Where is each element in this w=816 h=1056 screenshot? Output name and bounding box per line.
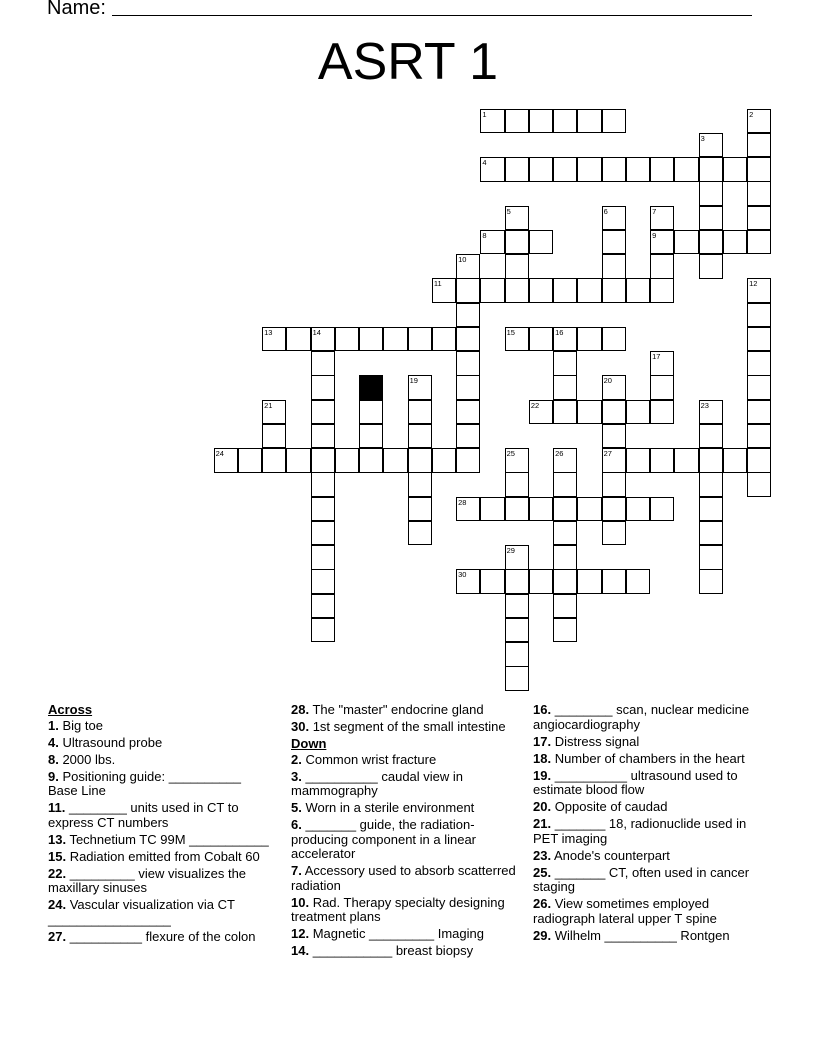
grid-cell[interactable]: [311, 569, 335, 593]
clue-text: Common wrist fracture: [301, 751, 437, 767]
grid-cell[interactable]: [626, 278, 650, 302]
clue-number: 8.: [48, 751, 59, 767]
cell-number: 4: [482, 158, 487, 168]
grid-cell[interactable]: [747, 109, 771, 133]
grid-cell[interactable]: [699, 497, 723, 521]
cell-number: 20: [603, 376, 612, 386]
grid-cell[interactable]: [747, 230, 771, 254]
clue-number: 5.: [291, 800, 302, 816]
clue-text: Positioning guide: __________ Base Line: [48, 768, 241, 799]
grid-cell[interactable]: [674, 230, 698, 254]
grid-cell[interactable]: [602, 497, 626, 521]
clue-text: __________ ultrasound used to estimate blood flow: [533, 767, 738, 798]
grid-cell[interactable]: [650, 375, 674, 399]
grid-cell[interactable]: [650, 206, 674, 230]
clue-text: Anode's counterpart: [551, 847, 670, 863]
grid-cell[interactable]: [650, 351, 674, 375]
grid-cell[interactable]: [456, 400, 480, 424]
grid-cell[interactable]: [408, 521, 432, 545]
grid-cell[interactable]: [311, 545, 335, 569]
cell-number: 26: [555, 449, 564, 459]
clues-column-3: [533, 703, 765, 946]
grid-cell[interactable]: [699, 254, 723, 278]
clue-text: Magnetic _________ Imaging: [309, 926, 484, 942]
grid-cell[interactable]: [480, 497, 504, 521]
grid-cell[interactable]: [577, 400, 601, 424]
grid-cell[interactable]: [650, 157, 674, 181]
grid-cell[interactable]: [699, 545, 723, 569]
clue-number: 4.: [48, 734, 59, 750]
grid-cell[interactable]: [480, 230, 504, 254]
grid-cell[interactable]: [408, 497, 432, 521]
clue-across-9: [48, 770, 273, 799]
clue-down-7: [291, 864, 519, 893]
clue-number: 25.: [533, 864, 552, 880]
grid-cell[interactable]: [214, 448, 238, 472]
clue-text: ________ scan, nuclear medicine angiocardiography: [533, 702, 750, 732]
cell-number: 22: [530, 400, 540, 410]
grid-cell[interactable]: [747, 157, 771, 181]
grid-cell[interactable]: [262, 400, 286, 424]
grid-cell[interactable]: [650, 254, 674, 278]
cell-number: 1: [482, 109, 487, 119]
clue-across-27: [48, 930, 273, 945]
grid-cell[interactable]: [553, 448, 577, 472]
clue-down-17: [533, 735, 765, 750]
grid-cell[interactable]: [553, 157, 577, 181]
clue-number: 16.: [533, 702, 552, 717]
clue-number: 10.: [291, 894, 310, 910]
clue-text: Ultrasound probe: [58, 734, 163, 750]
clue-number: 23.: [533, 847, 552, 863]
clue-text: Rad. Therapy specialty designing treatment plans: [291, 894, 505, 925]
cell-number: 24: [215, 449, 224, 459]
clue-text: Worn in a sterile environment: [301, 800, 475, 816]
clue-down-18: [533, 752, 765, 767]
cell-number: 23: [700, 400, 709, 410]
cell-number: 12: [749, 279, 758, 289]
grid-cell[interactable]: [311, 351, 335, 375]
grid-cell[interactable]: [553, 594, 577, 618]
grid-cell[interactable]: [480, 157, 504, 181]
grid-cell[interactable]: [602, 278, 626, 302]
cell-number: 30: [458, 570, 467, 580]
clue-down-3: [291, 770, 519, 799]
grid-cell[interactable]: [577, 569, 601, 593]
grid-cell[interactable]: [626, 448, 650, 472]
clue-number: 27.: [48, 928, 67, 944]
grid-cell[interactable]: [602, 521, 626, 545]
grid-cell[interactable]: [602, 206, 626, 230]
cell-number: 19: [409, 376, 418, 386]
grid-cell[interactable]: [577, 157, 601, 181]
black-square: [359, 375, 383, 399]
grid-cell[interactable]: [602, 109, 626, 133]
grid-cell[interactable]: [456, 254, 480, 278]
name-label: Name:: [47, 0, 106, 19]
grid-cell[interactable]: [311, 594, 335, 618]
clue-down-12: [291, 927, 519, 942]
grid-cell[interactable]: [505, 448, 529, 472]
clue-number: 12.: [291, 926, 310, 942]
grid-cell[interactable]: [432, 278, 456, 302]
grid-cell[interactable]: [699, 133, 723, 157]
grid-cell[interactable]: [408, 400, 432, 424]
clue-text: _________ view visualizes the maxillary sinuses: [48, 865, 247, 896]
clue-number: 2.: [291, 751, 302, 767]
grid-cell[interactable]: [699, 400, 723, 424]
clue-number: 18.: [533, 750, 552, 766]
clue-text: Opposite of caudad: [551, 799, 668, 815]
clue-across-4: [48, 736, 273, 751]
grid-cell[interactable]: [747, 375, 771, 399]
clue-down-5: [291, 801, 519, 816]
cell-number: 15: [506, 327, 515, 337]
clue-across-11: [48, 801, 273, 830]
clue-across-8: [48, 753, 273, 768]
cell-number: 3: [700, 133, 705, 143]
grid-cell[interactable]: [286, 448, 310, 472]
grid-cell[interactable]: [505, 109, 529, 133]
clue-number: 11.: [48, 800, 66, 816]
grid-cell[interactable]: [553, 618, 577, 642]
grid-cell[interactable]: [456, 424, 480, 448]
clue-number: 29.: [533, 927, 552, 943]
clue-across-13: [48, 833, 273, 848]
grid-cell[interactable]: [650, 497, 674, 521]
grid-cell[interactable]: [626, 400, 650, 424]
grid-cell[interactable]: [747, 424, 771, 448]
down-heading: Down: [291, 735, 327, 751]
grid-cell[interactable]: [311, 400, 335, 424]
grid-cell[interactable]: [699, 521, 723, 545]
clue-number: 22.: [48, 865, 67, 881]
grid-cell[interactable]: [456, 351, 480, 375]
grid-cell[interactable]: [602, 230, 626, 254]
clue-text: Wilhelm __________ Rontgen: [551, 927, 730, 943]
clue-text: Distress signal: [551, 733, 640, 749]
grid-cell[interactable]: [577, 327, 601, 351]
clue-number: 19.: [533, 767, 552, 783]
grid-cell[interactable]: [408, 424, 432, 448]
grid-cell[interactable]: [456, 497, 480, 521]
grid-cell[interactable]: [747, 133, 771, 157]
clue-text: Accessory used to absorb scatterred radiation: [291, 863, 516, 893]
grid-cell[interactable]: [699, 472, 723, 496]
grid-cell[interactable]: [553, 327, 577, 351]
grid-cell[interactable]: [650, 278, 674, 302]
grid-cell[interactable]: [311, 472, 335, 496]
grid-cell[interactable]: [505, 594, 529, 618]
cell-number: 10: [458, 255, 467, 265]
grid-cell[interactable]: [699, 424, 723, 448]
clue-number: 14.: [291, 943, 310, 959]
clue-text: The "master" endocrine gland: [309, 702, 484, 717]
grid-cell[interactable]: [311, 448, 335, 472]
clue-text: ________ units used in CT to express CT numbers: [48, 800, 239, 830]
grid-cell[interactable]: [408, 327, 432, 351]
clue-number: 9.: [48, 768, 59, 784]
grid-cell[interactable]: [505, 497, 529, 521]
grid-cell[interactable]: [505, 642, 529, 666]
grid-cell[interactable]: [286, 327, 310, 351]
grid-cell[interactable]: [456, 375, 480, 399]
grid-cell[interactable]: [529, 109, 553, 133]
grid-cell[interactable]: [674, 157, 698, 181]
grid-cell[interactable]: [723, 157, 747, 181]
grid-cell[interactable]: [529, 157, 553, 181]
clue-down-19: [533, 769, 765, 798]
puzzle-title: ASRT 1: [317, 33, 499, 91]
grid-cell[interactable]: [577, 278, 601, 302]
clue-text: __________ flexure of the colon: [66, 928, 256, 944]
cell-number: 8: [482, 230, 487, 240]
clue-text: 1st segment of the small intestine: [309, 718, 506, 734]
grid-cell[interactable]: [311, 521, 335, 545]
clues-column-1: [48, 703, 273, 947]
grid-cell[interactable]: [747, 206, 771, 230]
grid-cell[interactable]: [626, 157, 650, 181]
grid-cell[interactable]: [699, 157, 723, 181]
clue-number: 13.: [48, 831, 67, 847]
grid-cell[interactable]: [650, 230, 674, 254]
clue-down-21: [533, 817, 765, 846]
grid-cell[interactable]: [359, 400, 383, 424]
cell-number: 16: [555, 327, 564, 337]
clue-text: __________ caudal view in mammography: [291, 768, 464, 799]
grid-cell[interactable]: [553, 375, 577, 399]
clue-text: _______ guide, the radiation-producing component in a linear accelerator: [291, 817, 477, 862]
grid-cell[interactable]: [699, 569, 723, 593]
grid-cell[interactable]: [747, 472, 771, 496]
clue-across-1: [48, 719, 273, 734]
grid-cell[interactable]: [480, 278, 504, 302]
clue-number: 24.: [48, 897, 67, 913]
grid-cell[interactable]: [456, 303, 480, 327]
grid-cell[interactable]: [626, 569, 650, 593]
grid-cell[interactable]: [723, 230, 747, 254]
grid-cell[interactable]: [480, 569, 504, 593]
cell-number: 13: [264, 327, 273, 337]
grid-cell[interactable]: [456, 327, 480, 351]
clue-text: ___________ breast biopsy: [309, 943, 474, 959]
clue-down-20: [533, 800, 765, 815]
clue-text: Technetium TC 99M ___________: [66, 831, 269, 847]
grid-cell[interactable]: [311, 375, 335, 399]
grid-cell[interactable]: [699, 230, 723, 254]
grid-cell[interactable]: [747, 448, 771, 472]
grid-cell[interactable]: [747, 400, 771, 424]
grid-cell[interactable]: [650, 400, 674, 424]
grid-cell[interactable]: [699, 206, 723, 230]
clue-number: 30.: [291, 718, 310, 734]
clue-number: 15.: [48, 848, 67, 864]
grid-cell[interactable]: [747, 351, 771, 375]
cell-number: 29: [506, 546, 515, 556]
clue-down-23: [533, 849, 765, 864]
clue-down-2: [291, 753, 519, 768]
grid-cell[interactable]: [456, 448, 480, 472]
grid-cell[interactable]: [553, 497, 577, 521]
grid-cell[interactable]: [602, 424, 626, 448]
clue-across-24: [48, 898, 273, 927]
clue-number: 3.: [291, 768, 302, 784]
grid-cell[interactable]: [602, 400, 626, 424]
grid-cell[interactable]: [602, 472, 626, 496]
grid-cell[interactable]: [577, 109, 601, 133]
clue-number: 20.: [533, 799, 552, 815]
grid-cell[interactable]: [723, 448, 747, 472]
grid-cell[interactable]: [505, 278, 529, 302]
grid-cell[interactable]: [262, 327, 286, 351]
grid-cell[interactable]: [699, 181, 723, 205]
grid-cell[interactable]: [602, 254, 626, 278]
grid-cell[interactable]: [505, 157, 529, 181]
grid-cell[interactable]: [359, 327, 383, 351]
grid-cell[interactable]: [505, 666, 529, 690]
grid-cell[interactable]: [577, 497, 601, 521]
clue-text: _______ CT, often used in cancer staging: [533, 864, 750, 895]
cell-number: 2: [749, 109, 754, 119]
grid-cell[interactable]: [529, 497, 553, 521]
grid-cell[interactable]: [505, 230, 529, 254]
cell-number: 28: [458, 497, 467, 507]
clue-text: View sometimes employed radiograph lateral upper T spine: [533, 896, 717, 926]
grid-cell[interactable]: [505, 545, 529, 569]
grid-cell[interactable]: [408, 375, 432, 399]
grid-cell[interactable]: [383, 327, 407, 351]
grid-cell[interactable]: [602, 157, 626, 181]
grid-cell[interactable]: [311, 618, 335, 642]
grid-cell[interactable]: [359, 448, 383, 472]
clue-down-25: [533, 866, 765, 895]
clue-down-6: [291, 818, 519, 862]
grid-cell[interactable]: [432, 448, 456, 472]
grid-cell[interactable]: [602, 448, 626, 472]
cell-number: 27: [603, 449, 612, 459]
cell-number: 17: [652, 352, 661, 362]
grid-cell[interactable]: [456, 569, 480, 593]
clues-column-2: [291, 703, 519, 961]
grid-cell[interactable]: [456, 278, 480, 302]
cell-number: 9: [652, 230, 657, 240]
clue-across-30: [291, 720, 519, 735]
clue-down-10: [291, 896, 519, 925]
grid-cell[interactable]: [432, 327, 456, 351]
clue-text: _______ 18, radionuclide used in PET imaging: [533, 816, 747, 846]
clue-text: Radiation emitted from Cobalt 60: [66, 848, 260, 864]
grid-cell[interactable]: [553, 569, 577, 593]
grid-cell[interactable]: [408, 472, 432, 496]
grid-cell[interactable]: [650, 448, 674, 472]
grid-cell[interactable]: [553, 278, 577, 302]
clue-number: 17.: [533, 733, 552, 749]
cell-number: 7: [652, 206, 657, 216]
cell-number: 14: [312, 327, 321, 337]
grid-cell[interactable]: [747, 303, 771, 327]
grid-cell[interactable]: [553, 545, 577, 569]
grid-cell[interactable]: [383, 448, 407, 472]
grid-cell[interactable]: [602, 375, 626, 399]
clue-text: Vascular visualization via CT _________________: [48, 897, 235, 927]
cell-number: 21: [264, 400, 273, 410]
clue-number: 1.: [48, 717, 59, 733]
grid-cell[interactable]: [505, 569, 529, 593]
grid-cell[interactable]: [674, 448, 698, 472]
clue-across-28: [291, 703, 519, 718]
grid-cell[interactable]: [747, 181, 771, 205]
grid-cell[interactable]: [553, 472, 577, 496]
cell-number: 25: [506, 449, 515, 459]
clue-number: 6.: [291, 817, 302, 833]
clue-across-15: [48, 850, 273, 865]
grid-cell[interactable]: [359, 424, 383, 448]
cell-number: 11: [433, 279, 442, 289]
clue-number: 28.: [291, 702, 310, 717]
grid-cell[interactable]: [505, 327, 529, 351]
clue-down-26: [533, 897, 765, 926]
grid-cell[interactable]: [747, 327, 771, 351]
across-heading: Across: [48, 702, 93, 717]
cell-number: 5: [506, 206, 511, 216]
clue-text: 2000 lbs.: [58, 751, 116, 767]
grid-cell[interactable]: [238, 448, 262, 472]
clue-number: 21.: [533, 816, 552, 832]
grid-cell[interactable]: [505, 472, 529, 496]
clue-down-29: [533, 929, 765, 944]
grid-cell[interactable]: [262, 424, 286, 448]
grid-cell[interactable]: [505, 206, 529, 230]
grid-cell[interactable]: [553, 400, 577, 424]
clue-across-22: [48, 867, 273, 896]
clue-number: 26.: [533, 896, 552, 912]
grid-cell[interactable]: [529, 278, 553, 302]
grid-cell[interactable]: [699, 448, 723, 472]
clue-down-14: [291, 944, 519, 959]
grid-cell[interactable]: [529, 230, 553, 254]
grid-cell[interactable]: [311, 424, 335, 448]
grid-cell[interactable]: [311, 497, 335, 521]
grid-cell[interactable]: [747, 278, 771, 302]
grid-cell[interactable]: [626, 497, 650, 521]
grid-cell[interactable]: [602, 327, 626, 351]
grid-cell[interactable]: [529, 327, 553, 351]
grid-cell[interactable]: [335, 448, 359, 472]
grid-cell[interactable]: [602, 569, 626, 593]
grid-cell[interactable]: [480, 109, 504, 133]
grid-cell[interactable]: [335, 327, 359, 351]
grid-cell[interactable]: [311, 327, 335, 351]
grid-cell[interactable]: [505, 618, 529, 642]
clue-text: Big toe: [58, 717, 103, 733]
cell-number: 6: [603, 206, 608, 216]
grid-cell[interactable]: [408, 448, 432, 472]
clue-text: Number of chambers in the heart: [551, 750, 745, 766]
grid-cell[interactable]: [505, 254, 529, 278]
clue-number: 7.: [291, 863, 302, 879]
grid-cell[interactable]: [262, 448, 286, 472]
grid-cell[interactable]: [553, 521, 577, 545]
grid-cell[interactable]: [553, 351, 577, 375]
grid-cell[interactable]: [553, 109, 577, 133]
grid-cell[interactable]: [529, 569, 553, 593]
grid-cell[interactable]: [529, 400, 553, 424]
clue-down-16: [533, 703, 765, 732]
